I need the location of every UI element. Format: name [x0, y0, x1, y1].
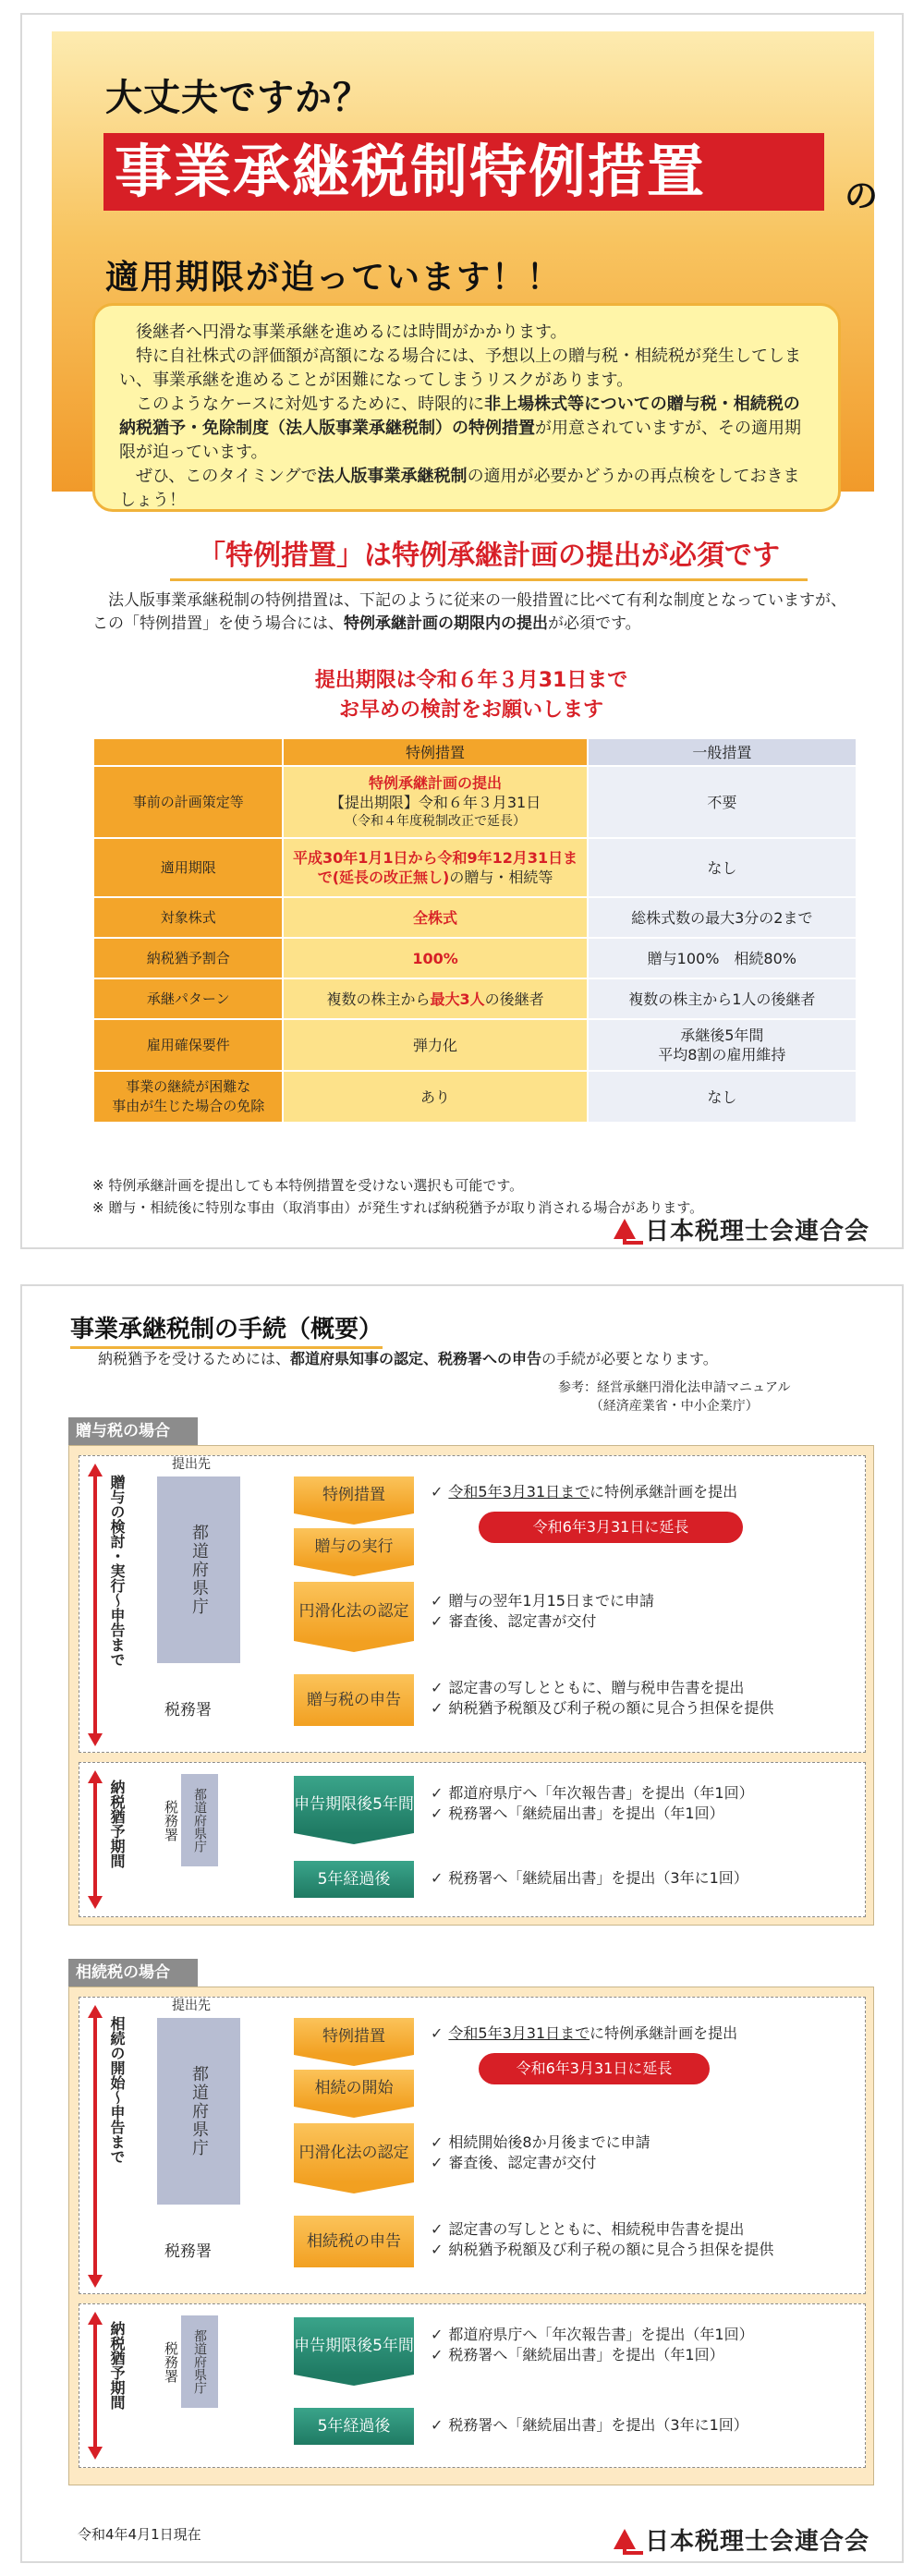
row-special-line: の贈与・相続等 [449, 869, 553, 886]
row-label [93, 1071, 283, 1123]
inherit-phase1-box [79, 1997, 866, 2294]
up-down-arrow-icon [91, 1770, 100, 1909]
check-mark-icon: ✓ [431, 1699, 444, 1717]
row-special-part: 複数の株主から [326, 990, 431, 1008]
checklist-text: 令和5年3月31日まで [448, 2024, 590, 2042]
extension-badge: 令和6年3月31日に延長 [479, 1512, 743, 1543]
row-special [283, 766, 587, 838]
checklist-item [431, 1783, 754, 1824]
reference-note [558, 1379, 790, 1416]
row-special-part: 最大3人 [430, 990, 485, 1008]
check-mark-icon: ✓ [431, 2220, 444, 2238]
intro-p4a: ぜひ、このタイミングで [136, 467, 318, 486]
section-intro-b: 特例承継計画の期限内の提出 [344, 614, 548, 633]
intro-p2: 特に自社株式の評価額が高額になる場合には、予想以上の贈与税・相続税が発生してしまい、事業承継を進めることが困難になってしまうリスクがあります。 [119, 346, 801, 390]
inherit-phase1-label: 相続の開始～申告まで [108, 2016, 126, 2164]
up-down-arrow-icon [91, 2005, 100, 2288]
checklist-text: 贈与の翌年1月15日までに申請 [448, 1592, 654, 1610]
prefecture-block: 都道府県庁 [181, 2315, 218, 2408]
gift-phase2-label: 納税猶予期間 [108, 1780, 126, 1868]
check-mark-icon: ✓ [431, 2024, 444, 2042]
row-special: 100% [283, 938, 587, 978]
checklist-text: 認定書の写しとともに、相続税申告書を提出 [448, 2220, 745, 2238]
up-down-arrow-icon [91, 1464, 100, 1746]
check-mark-icon: ✓ [431, 1784, 444, 1802]
checklist-text: 税務署へ「継続届出書」を提出（3年に1回） [448, 2416, 748, 2434]
checklist-item [431, 2325, 754, 2365]
as-of-date: 令和4年4月1日現在 [78, 2526, 201, 2543]
checklist-item [431, 1482, 737, 1502]
federation-logo [614, 2522, 869, 2557]
checklist-item [431, 2415, 748, 2436]
row-label-line: 事由が生じた場合の免除 [112, 1098, 265, 1114]
intro-p1: 後継者へ円滑な事業承継を進めるには時間がかかります。 [136, 322, 567, 342]
submit-to-label: 提出先 [172, 1457, 211, 1472]
row-label: 対象株式 [93, 897, 283, 938]
row-special [283, 838, 587, 897]
checklist-text: 都道府県庁へ「年次報告書」を提出（年1回） [448, 2326, 754, 2343]
lead-a: 納税猶予を受けるためには、 [98, 1350, 291, 1367]
checklist-text: 相続開始後8か月後までに申請 [448, 2133, 650, 2151]
table-row [93, 1019, 857, 1071]
section-intro [92, 589, 850, 636]
tax-office-label: 税務署 [164, 1701, 212, 1719]
flow-step: 申告期限後5年間 [294, 2317, 414, 2375]
procedure-lead [98, 1347, 718, 1368]
check-mark-icon: ✓ [431, 1679, 444, 1696]
deadline-notice [92, 666, 850, 725]
flow-step: 贈与税の申告 [294, 1674, 414, 1726]
logo-mark-icon [614, 1217, 639, 1243]
row-special: 弾力化 [283, 1019, 587, 1071]
table-row [93, 1071, 857, 1123]
gift-tax-tab: 贈与税の場合 [68, 1417, 198, 1445]
gift-phase2-box [79, 1762, 866, 1917]
tax-office-label: 税務署 [164, 2242, 212, 2261]
deadline-line2: お早めの検討をお願いします [338, 699, 603, 722]
intro-p3a: このようなケースに対処するために、時限的に [136, 395, 485, 414]
section-heading: 「特例措置」は特例承継計画の提出が必須です [170, 532, 808, 581]
check-mark-icon: ✓ [431, 1483, 444, 1501]
logo-text: 日本税理士会連合会 [645, 2528, 870, 2556]
intro-p4c: の適用が必要かどうかの再点検をしておきましょう！ [119, 467, 800, 510]
hero-main-title: 事業承継税制特例措置 [103, 133, 824, 211]
reference-line: 参考：経営承継円滑化法申請マニュアル [558, 1380, 791, 1395]
footnote: ※ 贈与・相続後に特別な事由（取消事由）が発生すれば納税猶予が取り消される場合があります。 [92, 1199, 704, 1216]
gift-phase1-box [79, 1455, 866, 1753]
row-general-line: 平均8割の雇用維持 [658, 1046, 786, 1063]
prefecture-block: 都道府県庁 [157, 1476, 240, 1663]
row-general: なし [588, 1071, 857, 1123]
check-mark-icon: ✓ [431, 2416, 444, 2434]
deadline-line1: 提出期限は令和６年３月31日まで [314, 669, 628, 692]
table-row [93, 838, 857, 897]
checklist-text: 納税猶予税額及び利子税の額に見合う担保を提供 [448, 1699, 774, 1717]
table-header-general: 一般措置 [588, 738, 857, 766]
table-header-special: 特例措置 [283, 738, 587, 766]
checklist-item [431, 1678, 773, 1719]
intro-p3c: が用意されていますが、その適用期限が迫っています。 [119, 419, 801, 462]
footnote: ※ 特例承継計画を提出しても本特例措置を受けない選択も可能です。 [92, 1177, 524, 1194]
federation-logo [614, 1212, 869, 1246]
table-row [93, 978, 857, 1019]
row-label: 承継パターン [93, 978, 283, 1019]
flow-step: 特例措置 [294, 2018, 414, 2055]
check-mark-icon: ✓ [431, 1869, 444, 1887]
check-mark-icon: ✓ [431, 2154, 444, 2171]
intro-p3b: 非上場株式等についての贈与税・相続税の納税猶予・免除制度（法人版事業承継税制）の特例措置 [119, 395, 800, 438]
inheritance-case-panel [68, 1987, 874, 2485]
row-label: 雇用確保要件 [93, 1019, 283, 1071]
checklist-text: 審査後、認定書が交付 [448, 1612, 597, 1630]
checklist-item [431, 1591, 654, 1632]
section-intro-c: が必須です。 [548, 614, 641, 633]
table-row [93, 766, 857, 838]
flyer-page-1 [20, 13, 904, 1249]
checklist-text: 税務署へ「継続届出書」を提出（年1回） [448, 1804, 724, 1822]
row-general: なし [588, 838, 857, 897]
row-label: 納税猶予割合 [93, 938, 283, 978]
checklist-item [431, 2132, 650, 2173]
row-general: 不要 [588, 766, 857, 838]
check-mark-icon: ✓ [431, 1592, 444, 1610]
table-header-blank [93, 738, 283, 766]
row-special-line: 【提出期限】令和６年３月31日 [329, 793, 541, 811]
logo-text: 日本税理士会連合会 [645, 1218, 870, 1245]
checklist-item [431, 2023, 737, 2044]
row-general: 複数の株主から1人の後継者 [588, 978, 857, 1019]
up-down-arrow-icon [91, 2312, 100, 2460]
hero-particle: の [845, 177, 879, 215]
row-label-line: 事業の継続が困難な [126, 1078, 251, 1095]
logo-mark-icon [614, 2527, 639, 2553]
prefecture-block: 都道府県庁 [181, 1774, 218, 1866]
checklist-text: に特例承継計画を提出 [590, 1483, 738, 1501]
hero-question: 大丈夫ですか？ [105, 77, 371, 119]
checklist-text: 納税猶予税額及び利子税の額に見合う担保を提供 [448, 2241, 774, 2258]
row-label: 事前の計画策定等 [93, 766, 283, 838]
checklist-text: 都道府県庁へ「年次報告書」を提出（年1回） [448, 1784, 754, 1802]
check-mark-icon: ✓ [431, 2326, 444, 2343]
table-header-row [93, 738, 857, 766]
row-special-line: 平成30年1月1日から令和9年12月31日まで(延長の改正無し) [292, 849, 578, 886]
flow-step: 特例措置 [294, 1476, 414, 1513]
row-special: あり [283, 1071, 587, 1123]
row-general-line: 承継後5年間 [680, 1027, 764, 1044]
prefecture-block: 都道府県庁 [157, 2018, 240, 2205]
flow-step: 5年経過後 [294, 1861, 414, 1898]
gift-case-panel [68, 1445, 874, 1926]
row-general: 贈与100% 相続80% [588, 938, 857, 978]
check-mark-icon: ✓ [431, 2346, 444, 2363]
intro-p4b: 法人版事業承継税制 [317, 467, 468, 486]
flow-step: 相続の開始 [294, 2070, 414, 2107]
row-label: 適用期限 [93, 838, 283, 897]
gift-phase1-label: 贈与の検討・実行～申告まで [108, 1475, 126, 1667]
table-row [93, 897, 857, 938]
check-mark-icon: ✓ [431, 1612, 444, 1630]
lead-c: の手続が必要となります。 [541, 1350, 718, 1367]
checklist-item [431, 1868, 748, 1889]
checklist-text: 令和5年3月31日まで [448, 1483, 590, 1501]
lead-b: 都道府県知事の認定、税務署への申告 [290, 1350, 542, 1367]
hero-subtitle: 適用期限が迫っています！！ [105, 259, 563, 297]
checklist-text: 審査後、認定書が交付 [448, 2154, 597, 2171]
intro-box [92, 303, 841, 512]
flow-step: 円滑化法の認定 [294, 1582, 414, 1641]
table-row [93, 938, 857, 978]
flow-step: 相続税の申告 [294, 2216, 414, 2267]
extension-badge: 令和6年3月31日に延長 [479, 2053, 710, 2084]
flow-step: 円滑化法の認定 [294, 2123, 414, 2182]
reference-line: （経済産業省・中小企業庁） [590, 1399, 759, 1414]
flow-step: 申告期限後5年間 [294, 1776, 414, 1833]
row-special [283, 978, 587, 1019]
submit-to-label: 提出先 [172, 1999, 211, 2013]
checklist-text: 税務署へ「継続届出書」を提出（年1回） [448, 2346, 724, 2363]
row-general [588, 1019, 857, 1071]
checklist-text: に特例承継計画を提出 [590, 2024, 738, 2042]
row-special-line: （令和４年度税制改正で延長） [345, 813, 527, 829]
tax-office-label: 税務署 [163, 2341, 179, 2383]
check-mark-icon: ✓ [431, 2133, 444, 2151]
tax-office-label: 税務署 [163, 1800, 179, 1841]
check-mark-icon: ✓ [431, 1804, 444, 1822]
checklist-item [431, 2219, 773, 2260]
inherit-phase2-box [79, 2303, 866, 2468]
inherit-phase2-label: 納税猶予期間 [108, 2321, 126, 2410]
flow-step: 贈与の実行 [294, 1528, 414, 1565]
check-mark-icon: ✓ [431, 2241, 444, 2258]
section-intro-a: 法人版事業承継税制の特例措置は、下記のように従来の一般措置に比べて有利な制度となっていますが、この「特例措置」を使う場合には、 [92, 591, 846, 633]
row-general: 総株式数の最大3分の2まで [588, 897, 857, 938]
comparison-table [92, 737, 857, 1124]
row-special: 全株式 [283, 897, 587, 938]
checklist-text: 税務署へ「継続届出書」を提出（3年に1回） [448, 1869, 748, 1887]
checklist-text: 認定書の写しとともに、贈与税申告書を提出 [448, 1679, 745, 1696]
procedure-title: 事業承継税制の手続（概要） [70, 1310, 383, 1349]
flyer-page-2 [20, 1284, 904, 2563]
row-special-line: 特例承継計画の提出 [369, 773, 503, 792]
row-special-part: の後継者 [484, 990, 544, 1008]
flow-step: 5年経過後 [294, 2408, 414, 2445]
inheritance-tax-tab: 相続税の場合 [68, 1959, 198, 1987]
